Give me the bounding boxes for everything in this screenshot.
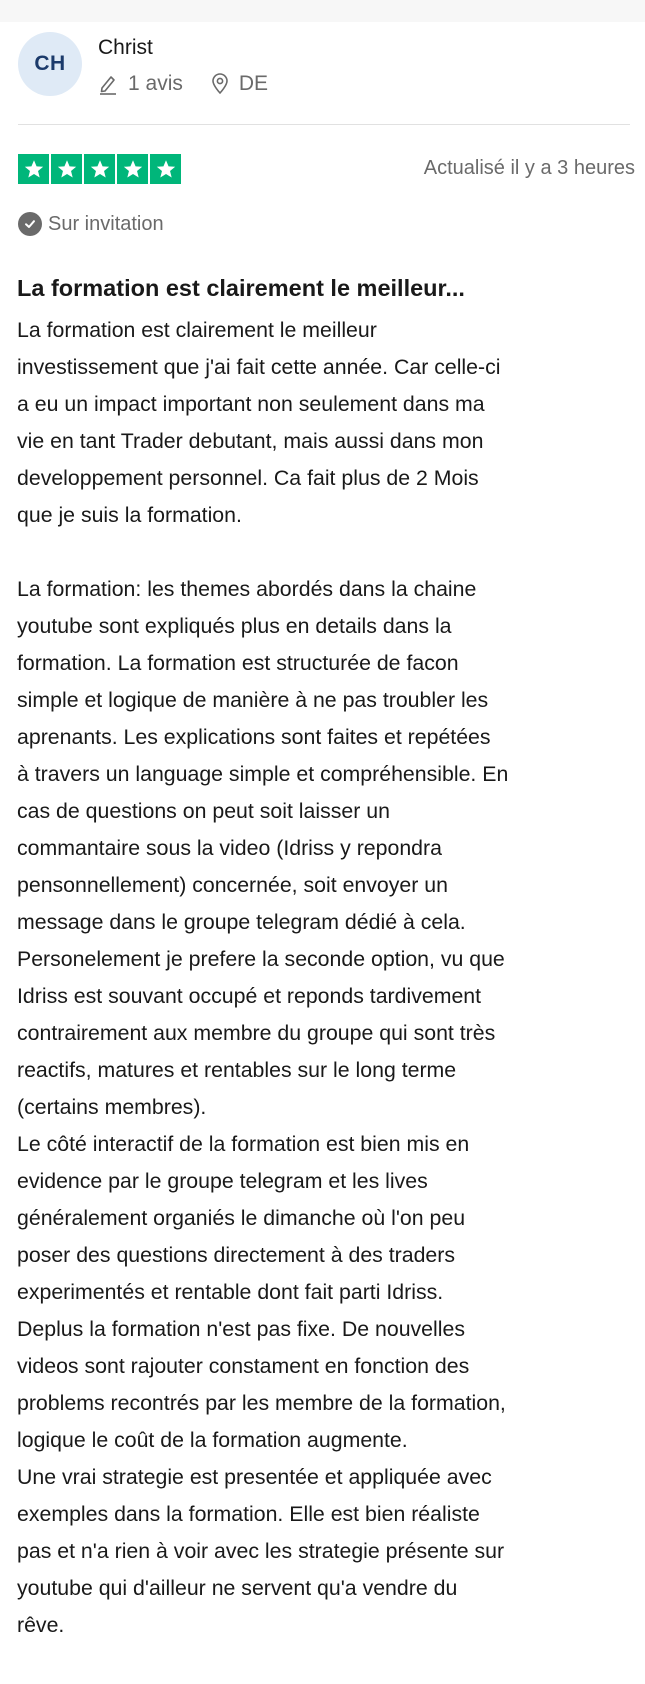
divider bbox=[18, 124, 630, 125]
invitation-label[interactable] bbox=[18, 212, 164, 236]
review-text-line: videos sont rajouter constament en fonction des bbox=[17, 1354, 470, 1378]
pencil-icon bbox=[98, 73, 118, 95]
star-rating bbox=[18, 154, 183, 184]
invitation-text: Sur invitation bbox=[48, 212, 164, 235]
paragraph-break bbox=[17, 534, 635, 571]
review-text-line: poser des questions directement à des traders bbox=[17, 1243, 456, 1267]
review-text-line: La formation: les themes abordés dans la chaine bbox=[17, 577, 477, 601]
review-text-line: formation. La formation est structurée de facon bbox=[17, 651, 459, 675]
star-icon bbox=[18, 154, 49, 184]
star-icon bbox=[51, 154, 82, 184]
review-text-line: rêve. bbox=[17, 1613, 65, 1637]
reviewer-meta bbox=[98, 72, 268, 96]
review-text-line: La formation est clairement le meilleur bbox=[17, 318, 377, 342]
review-text-line: exemples dans la formation. Elle est bien réaliste bbox=[17, 1502, 480, 1526]
review-text-line: aprenants. Les explications sont faites et repétées bbox=[17, 725, 491, 749]
review-count: 1 avis bbox=[128, 72, 183, 95]
review-text-line: Une vrai strategie est presentée et appliquée avec bbox=[17, 1465, 492, 1489]
review-text-line: (certains membres). bbox=[17, 1095, 207, 1119]
review-text-line: que je suis la formation. bbox=[17, 503, 242, 527]
review-text-line: simple et logique de manière à ne pas troubler les bbox=[17, 688, 489, 712]
review-text-line: Personelement je prefere la seconde option, vu que bbox=[17, 947, 505, 971]
review-text-line: developpement personnel. Ca fait plus de 2 Mois bbox=[17, 466, 479, 490]
review-text-line: pensonnellement) concernée, soit envoyer un bbox=[17, 873, 448, 897]
reviewer-country: DE bbox=[238, 72, 269, 95]
review-text-line: contrairement aux membre du groupe qui sont très bbox=[17, 1021, 496, 1045]
review-text-line: experimentés et rentable dont fait parti Idriss. bbox=[17, 1280, 444, 1304]
reviewer-name[interactable]: Christ bbox=[98, 36, 153, 59]
review-text-line: Deplus la formation n'est pas fixe. De nouvelles bbox=[17, 1317, 465, 1341]
review-text-line: message dans le groupe telegram dédié à cela. bbox=[17, 910, 466, 934]
review-text-line: Le côté interactif de la formation est bien mis en bbox=[17, 1132, 470, 1156]
star-icon bbox=[150, 154, 181, 184]
avatar[interactable]: CH bbox=[18, 32, 82, 96]
review-text-line: vie en tant Trader debutant, mais aussi dans mon bbox=[17, 429, 484, 453]
review-title[interactable]: La formation est clairement le meilleur... bbox=[17, 275, 465, 301]
review-text-line: logique le coût de la formation augmente. bbox=[17, 1428, 408, 1452]
review-body bbox=[17, 312, 635, 1644]
review-text-line: a eu un impact important non seulement dans ma bbox=[17, 392, 485, 416]
review-text-line: problems recontrés par les membre de la formation, bbox=[17, 1391, 506, 1415]
review-text-line: pas et n'a rien à voir avec les strategie présente sur bbox=[17, 1539, 505, 1563]
review-text-line: Idriss est souvant occupé et reponds tardivement bbox=[17, 984, 482, 1008]
star-icon bbox=[84, 154, 115, 184]
review-text-line: evidence par le groupe telegram et les lives bbox=[17, 1169, 428, 1193]
review-text-line: généralement organiés le dimanche où l'on peu bbox=[17, 1206, 466, 1230]
top-strip bbox=[0, 0, 645, 22]
review-text-line: commantaire sous la video (Idriss y repondra bbox=[17, 836, 442, 860]
check-badge-icon bbox=[18, 212, 42, 236]
review-text-line: reactifs, matures et rentables sur le long terme bbox=[17, 1058, 457, 1082]
location-pin-icon bbox=[211, 73, 229, 95]
review-text-line: youtube qui d'ailleur ne servent qu'a vendre du bbox=[17, 1576, 458, 1600]
review-text-line: cas de questions on peut soit laisser un bbox=[17, 799, 390, 823]
review-text-line: investissement que j'ai fait cette année. Car celle-ci bbox=[17, 355, 501, 379]
review-date: Actualisé il y a 3 heures bbox=[423, 157, 635, 179]
review-text-line: à travers un language simple et compréhensible. En bbox=[17, 762, 509, 786]
review-text-line: youtube sont expliqués plus en details dans la bbox=[17, 614, 452, 638]
star-icon bbox=[117, 154, 148, 184]
reviewer-header bbox=[18, 32, 628, 102]
